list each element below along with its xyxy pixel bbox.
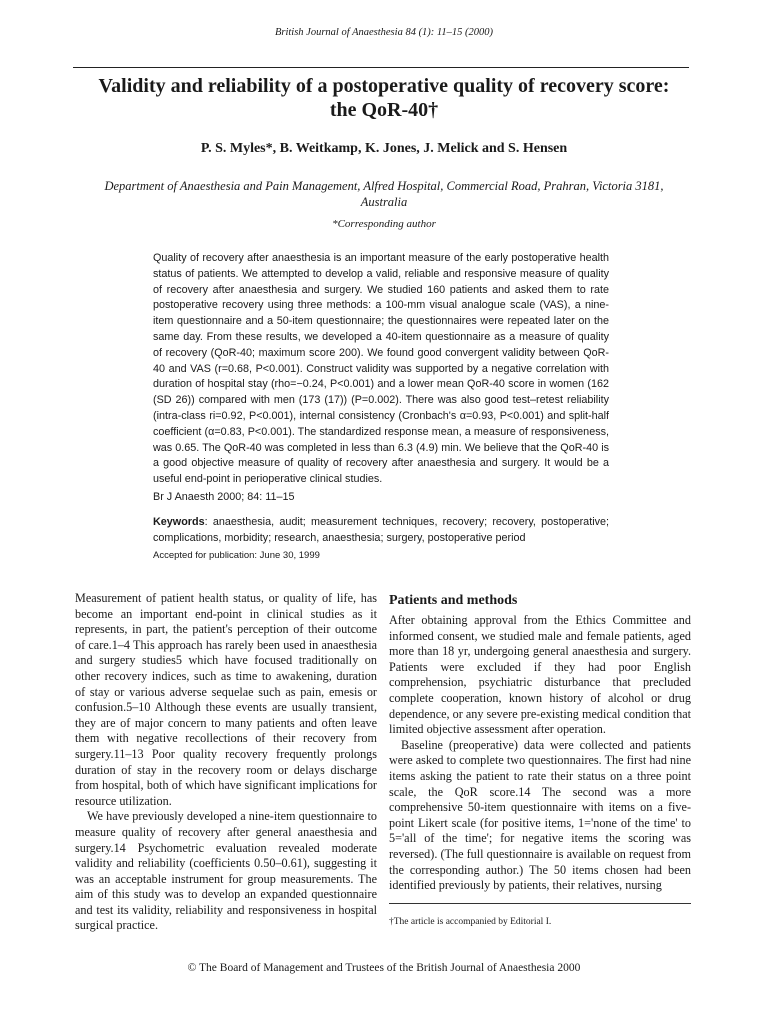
accepted-date: Accepted for publication: June 30, 1999 bbox=[153, 550, 320, 561]
footnote-rule bbox=[389, 903, 691, 904]
right-paragraph-2: Baseline (preoperative) data were collected and patients were asked to complete two questionnaires. The first had nine items asking the patient to rate their status on a three point scale, the QoR score.14 The second was a more comprehensive 50-item questionnaire with items on a five-point Likert scale (for positive items, 1='none of the time' to 5='all of the time'; for negative items the scoring was reversed). (The full questionnaire is available on request from the corresponding author.) The 50 items chosen had been identified previously by patients, their relatives, nursing bbox=[389, 737, 691, 893]
abstract: Quality of recovery after anaesthesia is an important measure of the early postoperative health status of patients. We attempted to develop a valid, reliable and responsive measure of quality of recovery after anaesthesia and surgery. We studied 160 patients and asked them to rate postoperative recovery using three methods: a 100-mm visual analogue scale (VAS), a nine-item questionnaire and a 50-item questionnaire; the questionnaires were repeated later on the same day. From these results, we developed a 40-item questionnaire as a measure of quality of recovery (QoR-40; maximum score 200). We found good convergent validity between QoR-40 and VAS (r=0.68, P<0.001). Construct validity was supported by a negative correlation with duration of hospital stay (rho=−0.24, P<0.001) and a lower mean QoR-40 score in women (162 (SD 26)) compared with men (173 (17)) (P=0.002). There was also good test–retest reliability (intra-class ri=0.92, P<0.001), internal consistency (Cronbach's α=0.93, P<0.001) and split-half coefficient (α=0.83, P<0.001). The standardized response mean, a measure of responsiveness, was 0.65. The QoR-40 was completed in less than 6.3 (4.9) min. We believe that the QoR-40 is a good objective measure of quality of recovery after anaesthesia and surgery. It would be a useful end-point in perioperative clinical studies. bbox=[153, 252, 609, 486]
keywords bbox=[153, 515, 609, 546]
right-paragraph-1: After obtaining approval from the Ethics Committee and informed consent, we studied male and female patients, aged more than 18 yr, undergoing general anaesthesia and surgery. Patients were excluded if they had poor English comprehension, psychiatric disturbance that precluded complete cooperation, known history of alcohol or drug dependence, or any severe pre-existing medical condition that limited objective assessment after operation. bbox=[389, 613, 691, 737]
copyright: © The Board of Management and Trustees of the British Journal of Anaesthesia 2000 bbox=[187, 962, 581, 974]
footnote: †The article is accompanied by Editorial I. bbox=[389, 917, 552, 927]
left-column bbox=[75, 591, 377, 934]
header-rule bbox=[73, 67, 689, 68]
article-title: Validity and reliability of a postoperative quality of recovery score: the QoR-40† bbox=[98, 75, 670, 121]
left-paragraph-2: We have previously developed a nine-item questionnaire to measure quality of recovery after general anaesthesia and surgery.14 Psychometric evaluation revealed moderate validity and reliability (coefficients 0.50–0.61), suggesting it was an acceptable instrument for group measurements. The aim of this study was to develop an expanded questionnaire and test its validity, reliability and responsiveness in hospital surgical practice. bbox=[75, 809, 377, 933]
keywords-label: Keywords bbox=[153, 516, 205, 528]
right-column bbox=[389, 613, 691, 894]
citation: Br J Anaesth 2000; 84: 11–15 bbox=[153, 491, 295, 503]
author-list: P. S. Myles*, B. Weitkamp, K. Jones, J. Melick and S. Hensen bbox=[200, 141, 568, 156]
corresponding-author-note: *Corresponding author bbox=[332, 218, 436, 230]
keywords-text: : anaesthesia, audit; measurement techniques, recovery; recovery, postoperative; complications, morbidity; research, anaesthesia; surgery, postoperative period bbox=[153, 516, 609, 544]
left-paragraph-1: Measurement of patient health status, or quality of life, has become an important end-point in clinical studies as it represents, in part, the patient's perception of their outcome of care.1–4 This approach has rarely been used in anaesthesia and surgery studies5 which have focused traditionally on other recovery indices, such as time to awakening, duration of stay or various adverse sequelae such as pain, emesis or confusion.5–10 Although these events are usually transient, they are of major concern to many patients and often leave them with negative recollections of their recovery from surgery.11–13 Poor quality recovery frequently prolongs duration of stay in the recovery room or delays discharge from hospital, both of which have significant implications for resource utilization. bbox=[75, 591, 377, 808]
section-heading: Patients and methods bbox=[389, 593, 518, 608]
journal-header: British Journal of Anaesthesia 84 (1): 11–15 (2000) bbox=[274, 27, 494, 38]
affiliation: Department of Anaesthesia and Pain Management, Alfred Hospital, Commercial Road, Prahran, Victoria 3181, Australia bbox=[104, 179, 664, 209]
